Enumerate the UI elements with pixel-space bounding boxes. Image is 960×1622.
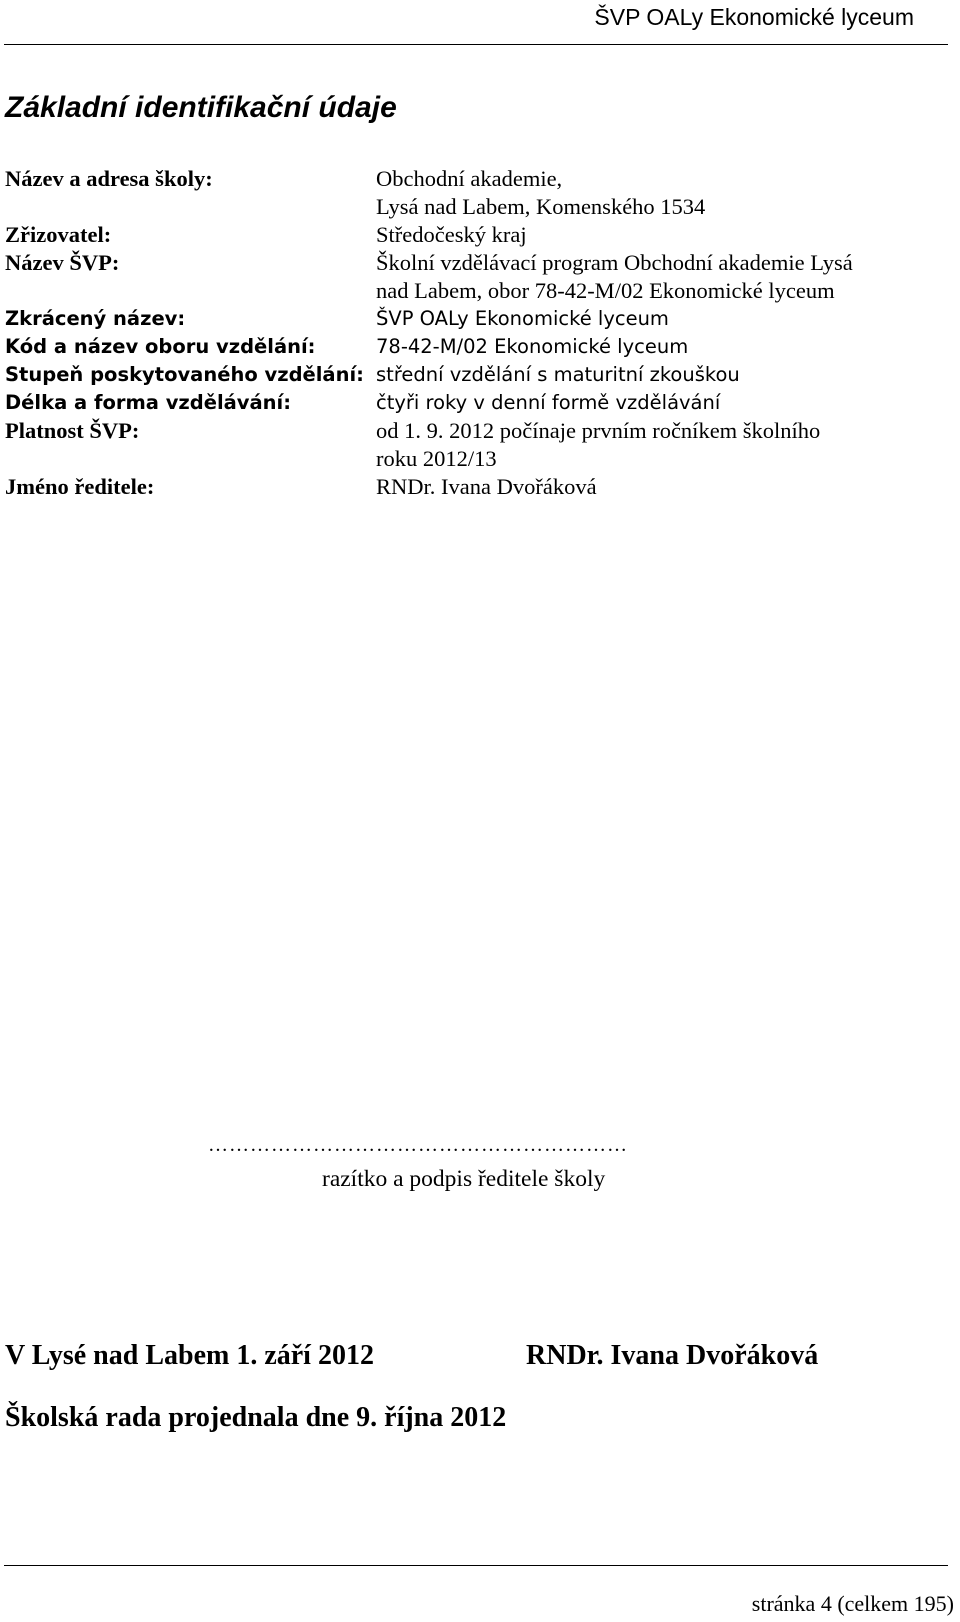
field-value-founder: Středočeský kraj — [376, 222, 527, 247]
field-value-director: RNDr. Ivana Dvořáková — [376, 474, 597, 499]
field-label-svp-name: Název ŠVP: — [5, 250, 120, 275]
field-value-validity-line1: od 1. 9. 2012 počínaje prvním ročníkem školního — [376, 418, 821, 443]
field-label-director: Jméno ředitele: — [5, 474, 155, 499]
field-value-school-name-line1: Obchodní akademie, — [376, 166, 563, 191]
signature-caption: razítko a podpis ředitele školy — [322, 1166, 606, 1192]
field-label-field-code: Kód a název oboru vzdělání: — [5, 335, 316, 358]
page-number: stránka 4 (celkem 195) — [751, 1591, 954, 1616]
field-value-short-name: ŠVP OALy Ekonomické lyceum — [376, 307, 669, 330]
place-and-date: V Lysé nad Labem 1. září 2012 — [5, 1340, 374, 1371]
field-label-duration: Délka a forma vzdělávání: — [5, 391, 292, 414]
field-value-validity-line2: roku 2012/13 — [376, 446, 497, 471]
field-label-education-level: Stupeň poskytovaného vzdělání: — [5, 363, 364, 386]
field-label-validity: Platnost ŠVP: — [5, 418, 140, 443]
school-council-note: Školská rada projednala dne 9. října 2012 — [5, 1402, 507, 1433]
field-value-duration: čtyři roky v denní formě vzdělávání — [376, 391, 721, 414]
field-value-education-level: střední vzdělání s maturitní zkouškou — [376, 363, 740, 386]
field-value-svp-name-line1: Školní vzdělávací program Obchodní akademie Lysá — [376, 250, 853, 275]
header-divider — [4, 44, 948, 45]
field-value-school-name-line2: Lysá nad Labem, Komenského 1534 — [376, 194, 706, 219]
field-label-school-name: Název a adresa školy: — [5, 166, 213, 191]
footer-divider — [4, 1565, 948, 1566]
signature-line: …………………………………………………… — [208, 1134, 628, 1156]
running-header: ŠVP OALy Ekonomické lyceum — [594, 4, 914, 30]
field-value-svp-name-line2: nad Labem, obor 78-42-M/02 Ekonomické lyceum — [376, 278, 835, 303]
page-title: Základní identifikační údaje — [5, 91, 397, 124]
field-label-short-name: Zkrácený název: — [5, 307, 186, 330]
director-signature-name: RNDr. Ivana Dvořáková — [526, 1340, 819, 1371]
field-value-field-code: 78-42-M/02 Ekonomické lyceum — [376, 335, 689, 358]
field-label-founder: Zřizovatel: — [5, 222, 112, 247]
